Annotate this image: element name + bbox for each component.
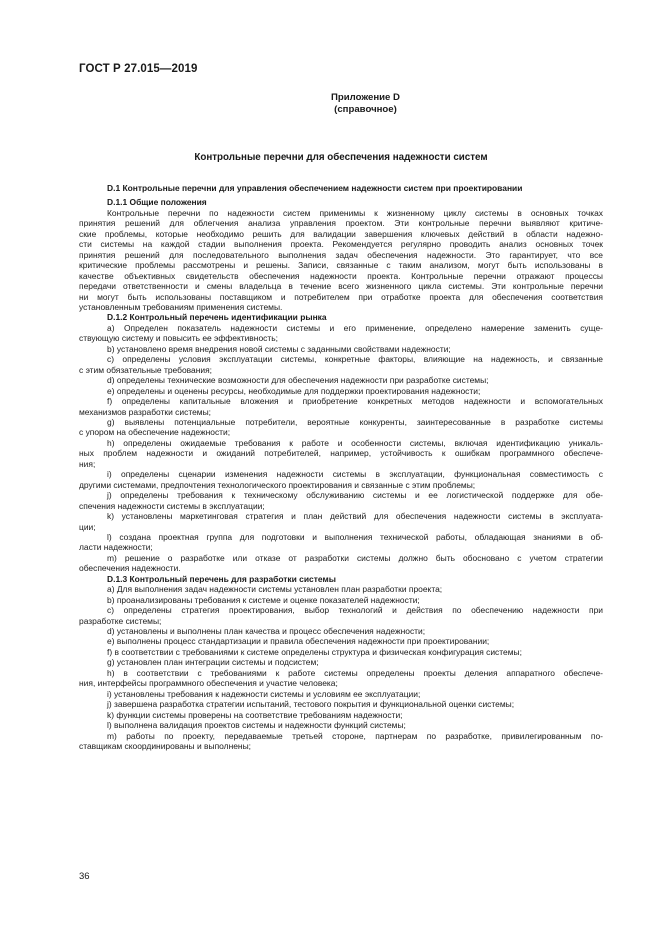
d13-line: a) Для выполнения задач надежности системы установлен план разработки проекта;: [107, 584, 443, 595]
d11-line: сти системы на каждой стадии выполнения проекта. Рекомендуется регулярно проводить анализ основных точек: [79, 239, 603, 250]
d12-line: другими системами, предпочтения технологического проектирования и связанные с этим проблемы;: [79, 479, 476, 490]
d13-line: ния, интерфейсы программного обеспечения и участие человека;: [79, 678, 338, 689]
d11-line: критические проблемы рассмотрены и решены. Записи, связанные с таким анализом, могут быть использованы в: [79, 260, 603, 271]
section-d12-list: [79, 323, 603, 574]
d13-line: d) установлены и выполнены план качества и процесс обеспечения надежности;: [107, 626, 426, 637]
d12-line: c) определены условия эксплуатации системы, конкретные факторы, влияющие на надежность, и связанные: [107, 354, 603, 365]
d12-line: a) Определен показатель надежности системы и его применение, определено намерение заменить суще-: [107, 322, 603, 333]
d12-line: d) определены технические возможности для обеспечения надежности при разработке системы;: [107, 375, 489, 386]
section-d11-text: [79, 208, 603, 313]
d12-line: e) определены и оценены ресурсы, необходимые для поддержки проектирования надежности;: [107, 385, 481, 396]
d12-line: ных проблем надежности и ожиданий потребителей, например, устойчивость к ошибкам программного обеспече-: [79, 448, 603, 459]
d12-line: h) определены ожидаемые требования к работе и особенности системы, включая идентификацию уникаль-: [107, 437, 603, 448]
d13-line: m) работы по проекту, передаваемые третьей стороне, партнерам по разработке, привилегированным по-: [107, 730, 603, 741]
d11-line: ские проблемы, которые необходимо решить для валидации завершения ключевых действий в области надежно-: [79, 228, 603, 239]
d11-line: принятия решений для последовательного выполнения задач обеспечения надежности. Это гарантирует, что все: [79, 249, 603, 260]
d12-line: с упором на обеспечение надежности;: [79, 427, 231, 438]
d13-line: h) в соответствии с требованиями к работе системы определены проекты деления аппаратного обеспече-: [107, 667, 603, 678]
d11-line: передачи ответственности и смены владельца в течение всего жизненного цикла системы. Эти контрольные перечни: [79, 281, 603, 292]
d12-line: f) определены капитальные вложения и приобретение конкретных методов надежности и вспомогательных: [107, 396, 603, 407]
d11-line: принятия решений для облегчения анализа управления проектом. Эти контрольные перечни выявляют критиче-: [79, 218, 603, 229]
section-d11-heading: D.1.1 Общие положения: [107, 197, 207, 208]
d13-line: j) завершена разработка стратегии испытаний, тестового покрытия и функциональной оценки системы;: [107, 699, 515, 710]
annex-block: [0, 92, 661, 116]
d12-line: механизмов разработки системы;: [79, 406, 212, 417]
annex-subtitle: (справочное): [334, 104, 397, 115]
d12-line: ствующую систему и повысить ее эффективность;: [79, 333, 278, 344]
d12-line: j) определены требования к техническому обслуживанию системы и ее логистической поддержке для обе-: [107, 490, 603, 501]
d13-line: c) определены стратегия проектирования, выбор технологий и действия по обеспечению надежности при: [107, 605, 603, 616]
document-body: [79, 183, 603, 751]
d12-line: k) установлены маркетинговая стратегия и план действий для обеспечения надежности системы в эксплуата-: [107, 511, 603, 522]
d13-line: k) функции системы проверены на соответствие требованиям надежности;: [107, 709, 403, 720]
d12-line: спечения надежности системы в эксплуатации;: [79, 500, 265, 511]
d13-line: e) выполнены процесс стандартизации и правила обеспечения надежности при проектировании;: [107, 636, 490, 647]
d13-line: b) проанализированы требования к системе и оценке показателей надежности;: [107, 594, 420, 605]
d13-line: g) установлен план интеграции системы и подсистем;: [107, 657, 319, 668]
d13-line: i) установлены требования к надежности системы и условиям ее эксплуатации;: [107, 688, 421, 699]
d12-line: m) решение о разработке или отказе от разработки системы должно быть обосновано с учетом стратегии: [107, 552, 603, 563]
d12-line: l) создана проектная группа для подготовки и выполнения технической работы, обладающая знаниями в об-: [107, 531, 603, 542]
d13-line: l) выполнена валидация проектов системы и надежности функций системы;: [107, 720, 406, 731]
d12-line: ласти надежности;: [79, 542, 153, 553]
d12-line: g) выявлены потенциальные потребители, вероятные конкуренты, заинтересованные в разработке системы: [107, 416, 603, 427]
d12-line: обеспечения надежности.: [79, 563, 181, 574]
d11-line: установленным требованиям применения системы.: [79, 301, 283, 312]
annex-title: Приложение D: [331, 92, 400, 103]
d13-line: ставщикам скоординированы и выполнены;: [79, 741, 251, 752]
d13-line: разработке системы;: [79, 615, 162, 626]
d11-line: качестве объективных свидетельств обеспечения надежности проекта. Контрольные перечни отражают процессы: [79, 270, 603, 281]
document-title: Контрольные перечни для обеспечения надежности систем: [194, 152, 488, 163]
section-d12-heading: D.1.2 Контрольный перечень идентификации рынка: [107, 312, 327, 323]
section-d13-heading: D.1.3 Контрольный перечень для разработки системы: [107, 573, 336, 584]
d12-line: ции;: [79, 521, 96, 532]
d12-line: с этим обязательные требования;: [79, 364, 212, 375]
d11-line: Контрольные перечни по надежности систем применимы к жизненному циклу системы в основных точках: [107, 207, 603, 218]
standard-designation: ГОСТ Р 27.015—2019: [79, 63, 198, 75]
d12-line: b) установлено время внедрения новой системы с заданными свойствами надежности;: [107, 343, 451, 354]
section-d13-list: [79, 584, 603, 751]
d13-line: f) в соответствии с требованиями к системе определены структура и физическая конфигурация системы;: [107, 646, 522, 657]
page-number: 36: [79, 871, 90, 882]
d12-line: ния;: [79, 458, 96, 469]
section-d1-heading: D.1 Контрольные перечни для управления обеспечением надежности систем при проектировании: [107, 183, 523, 193]
d11-line: ни могут быть использованы поставщиком и потребителем при отработке проекта для обеспечения соответствия: [79, 291, 603, 302]
d12-line: i) определены сценарии изменения надежности системы в эксплуатации, функциональная совместимость с: [107, 469, 603, 480]
